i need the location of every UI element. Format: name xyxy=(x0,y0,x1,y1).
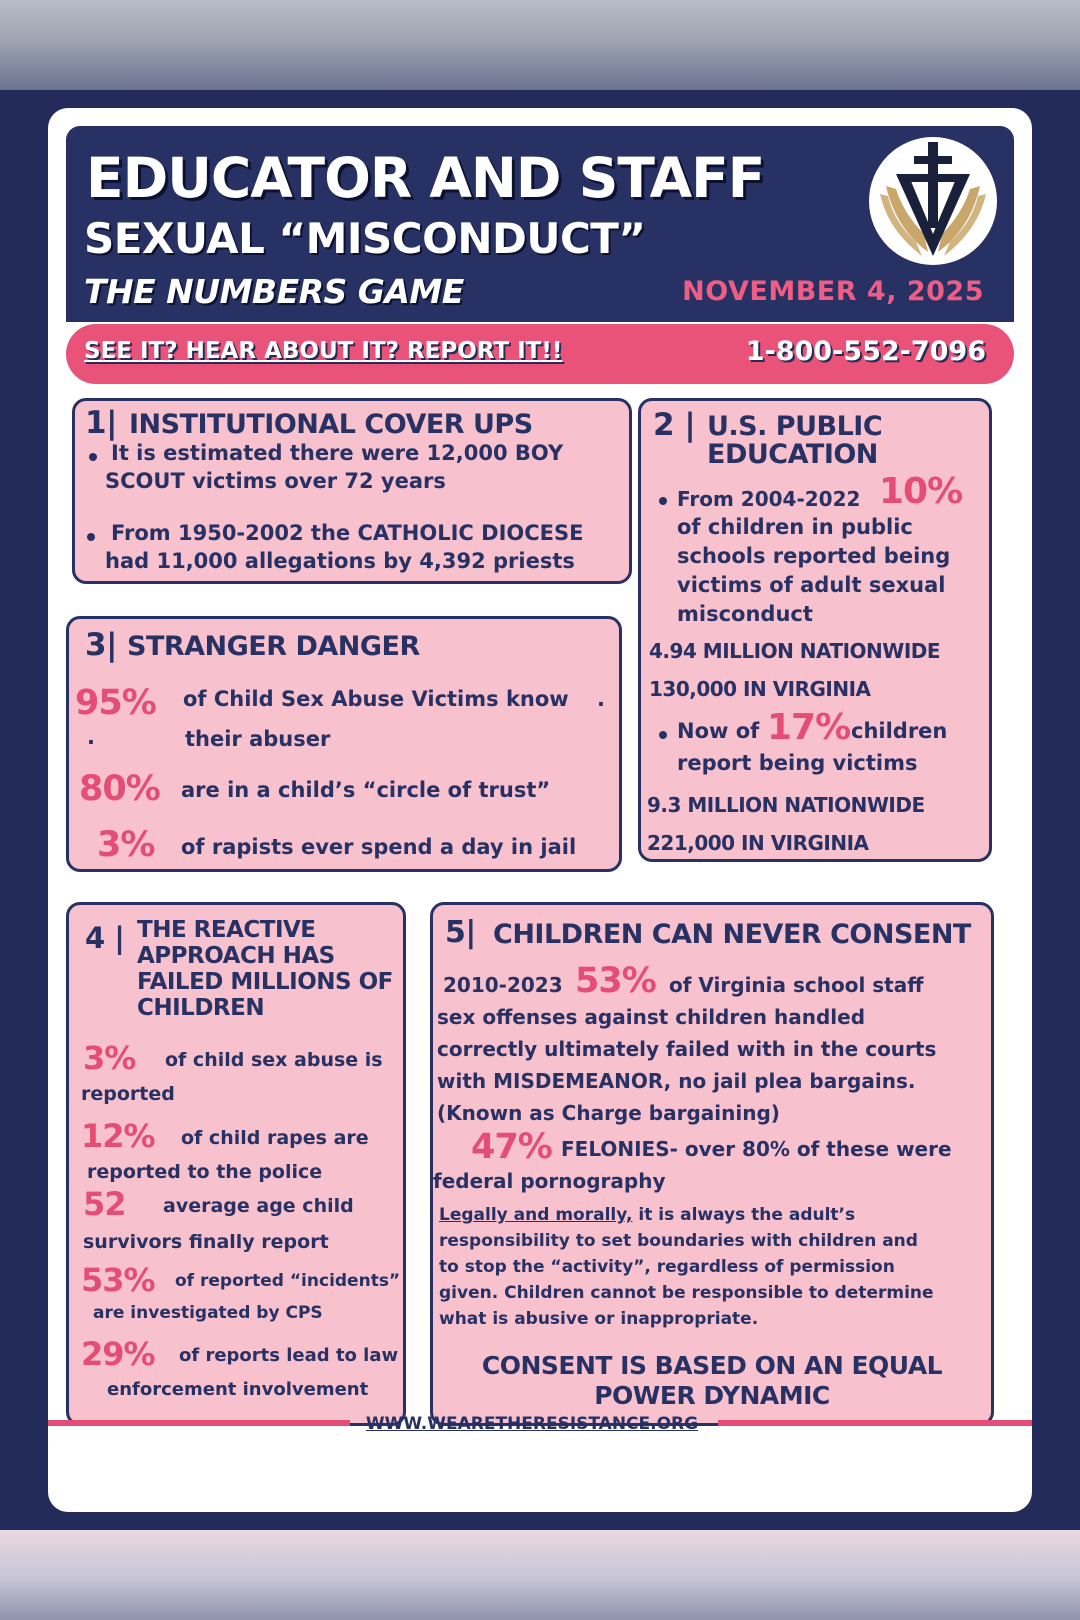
section-4-item-2-line-1: of child rapes are xyxy=(181,1127,369,1149)
section-5-p2-percent: 47% xyxy=(471,1127,552,1167)
section-5-closing-line-1: CONSENT IS BASED ON AN EQUAL xyxy=(481,1351,943,1380)
section-2-b1-percent: 10% xyxy=(879,471,963,512)
section-4-number: 4 | xyxy=(85,921,125,955)
section-4-item-1-line-1: of child sex abuse is xyxy=(165,1049,383,1071)
section-5-p1-line-4: with MISDEMEANOR, no jail plea bargains. xyxy=(437,1069,916,1093)
section-4-item-4-line-2: are investigated by CPS xyxy=(93,1303,323,1323)
section-2-stat-1: 4.94 MILLION NATIONWIDE xyxy=(649,639,941,663)
section-4-percent-3: 52 xyxy=(83,1185,126,1223)
section-4-heading-line-4: CHILDREN xyxy=(137,995,265,1021)
section-3-heading: STRANGER DANGER xyxy=(127,631,420,662)
section-4-item-2-line-2: reported to the police xyxy=(87,1161,323,1183)
section-3-stranger-danger xyxy=(66,616,622,872)
section-4-heading-line-2: APPROACH HAS xyxy=(137,943,335,969)
section-2-b2-percent: 17% xyxy=(767,707,851,748)
section-5-p3-line-1 xyxy=(439,1205,855,1225)
section-2-b1-line-5: misconduct xyxy=(677,602,813,626)
section-3-item-1-line-2: their abuser xyxy=(185,727,331,751)
section-3-percent-2: 80% xyxy=(79,769,160,809)
report-callout[interactable]: SEE IT? HEAR ABOUT IT? REPORT IT!! xyxy=(84,338,563,364)
section-5-p1-suffix: of Virginia school staff xyxy=(669,973,924,997)
section-5-number: 5| xyxy=(445,915,476,950)
section-3-item-2-line-1: are in a child’s “circle of trust” xyxy=(181,778,551,802)
section-1-institutional xyxy=(72,398,632,584)
section-2-b1-line-2: of children in public xyxy=(677,515,913,539)
website-link[interactable]: WWW.WEARETHERESISTANCE.ORG xyxy=(365,1414,699,1434)
section-5-p3-line-1-rest: it is always the adult’s xyxy=(632,1205,856,1225)
section-1-number: 1| xyxy=(85,405,117,441)
section-2-b1-line-4: victims of adult sexual xyxy=(677,573,946,597)
section-4-item-5-line-2: enforcement involvement xyxy=(107,1379,369,1400)
section-4-percent-4: 53% xyxy=(81,1261,155,1299)
section-2-stat-4: 221,000 IN VIRGINIA xyxy=(647,831,869,855)
section-5-p1-line-5: (Known as Charge bargaining) xyxy=(437,1101,780,1125)
section-3-percent-3: 3% xyxy=(97,825,155,865)
section-4-item-3-line-1: average age child xyxy=(163,1195,354,1217)
report-phone-number[interactable]: 1-800-552-7096 xyxy=(745,336,986,367)
section-5-consent xyxy=(430,902,994,1426)
section-5-closing-line-2: POWER DYNAMIC xyxy=(594,1381,830,1410)
section-2-number: 2 | xyxy=(653,407,696,443)
section-2-public-education xyxy=(638,398,992,862)
report-banner xyxy=(66,324,1014,384)
section-4-percent-1: 3% xyxy=(83,1039,136,1077)
bullet-dot xyxy=(659,497,667,505)
section-5-p3-line-3: to stop the “activity”, regardless of permission xyxy=(439,1257,895,1277)
section-3-number: 3| xyxy=(85,627,117,663)
section-4-item-1-line-2: reported xyxy=(81,1083,175,1105)
section-4-percent-5: 29% xyxy=(81,1335,155,1373)
section-2-heading-line-1: U.S. PUBLIC xyxy=(707,411,883,442)
title-line-2: SEXUAL “MISCONDUCT” xyxy=(84,214,646,263)
section-2-b2-line-2: report being victims xyxy=(677,751,918,775)
bottom-blurred-edge xyxy=(0,1530,1080,1620)
section-2-b1-line-3: schools reported being xyxy=(677,544,951,568)
section-1-bullet-1-line-1: It is estimated there were 12,000 BOY xyxy=(111,441,564,465)
section-5-p1-prefix: 2010-2023 xyxy=(443,973,563,997)
section-5-p1-percent: 53% xyxy=(575,961,656,1001)
section-3-item-1-stray-2: . xyxy=(87,725,95,749)
bullet-dot xyxy=(659,731,667,739)
cross-v-wings-logo-icon xyxy=(866,134,1000,268)
bullet-dot xyxy=(87,533,95,541)
section-5-p1-line-2: sex offenses against children handled xyxy=(437,1005,866,1029)
section-4-item-4-line-1: of reported “incidents” xyxy=(175,1271,401,1291)
section-1-bullet-1-line-2: SCOUT victims over 72 years xyxy=(105,469,446,493)
section-1-heading: INSTITUTIONAL COVER UPS xyxy=(129,409,533,440)
infographic-card xyxy=(48,108,1032,1512)
section-3-item-3-line-1: of rapists ever spend a day in jail xyxy=(181,835,577,859)
section-2-heading-line-2: EDUCATION xyxy=(707,439,878,470)
section-3-item-1-line-1: of Child Sex Abuse Victims know xyxy=(183,687,569,711)
section-4-heading-line-1: THE REACTIVE xyxy=(137,917,316,943)
section-2-b2-suffix: children xyxy=(851,719,948,743)
header-banner xyxy=(66,126,1014,322)
section-5-p1-line-3: correctly ultimately failed with in the courts xyxy=(437,1037,937,1061)
legally-morally-underline: Legally and morally, xyxy=(439,1205,633,1225)
section-2-stat-3: 9.3 MILLION NATIONWIDE xyxy=(647,793,925,817)
title-line-1: EDUCATOR AND STAFF xyxy=(86,146,765,210)
section-5-p2-line-2: federal pornography xyxy=(433,1169,666,1193)
section-2-b1-prefix: From 2004-2022 xyxy=(677,487,861,511)
section-2-b2-prefix: Now of xyxy=(677,719,760,743)
section-4-percent-2: 12% xyxy=(81,1117,155,1155)
bullet-dot xyxy=(89,453,97,461)
section-5-p3-line-5: what is abusive or inappropriate. xyxy=(439,1309,759,1329)
section-4-reactive-approach xyxy=(66,902,406,1426)
top-blurred-edge xyxy=(0,0,1080,90)
section-4-item-3-line-2: survivors finally report xyxy=(83,1231,329,1253)
section-3-percent-1: 95% xyxy=(75,683,156,723)
title-line-3: THE NUMBERS GAME xyxy=(84,272,464,311)
section-1-bullet-2-line-1: From 1950-2002 the CATHOLIC DIOCESE xyxy=(111,521,584,545)
section-5-p3-line-2: responsibility to set boundaries with children and xyxy=(439,1231,918,1251)
section-4-item-5-line-1: of reports lead to law xyxy=(179,1345,399,1366)
section-5-p3-line-4: given. Children cannot be responsible to determine xyxy=(439,1283,934,1303)
section-5-heading: CHILDREN CAN NEVER CONSENT xyxy=(493,919,971,950)
section-5-p2-suffix: FELONIES- over 80% of these were xyxy=(561,1137,952,1161)
date-label: NOVEMBER 4, 2025 xyxy=(682,276,984,307)
section-4-heading-line-3: FAILED MILLIONS OF xyxy=(137,969,393,995)
footer-line-right xyxy=(718,1420,1032,1426)
footer-line-left xyxy=(48,1420,350,1426)
section-2-stat-2: 130,000 IN VIRGINIA xyxy=(649,677,871,701)
section-3-item-1-stray-1: . xyxy=(597,687,605,711)
section-1-bullet-2-line-2: had 11,000 allegations by 4,392 priests xyxy=(105,549,575,573)
